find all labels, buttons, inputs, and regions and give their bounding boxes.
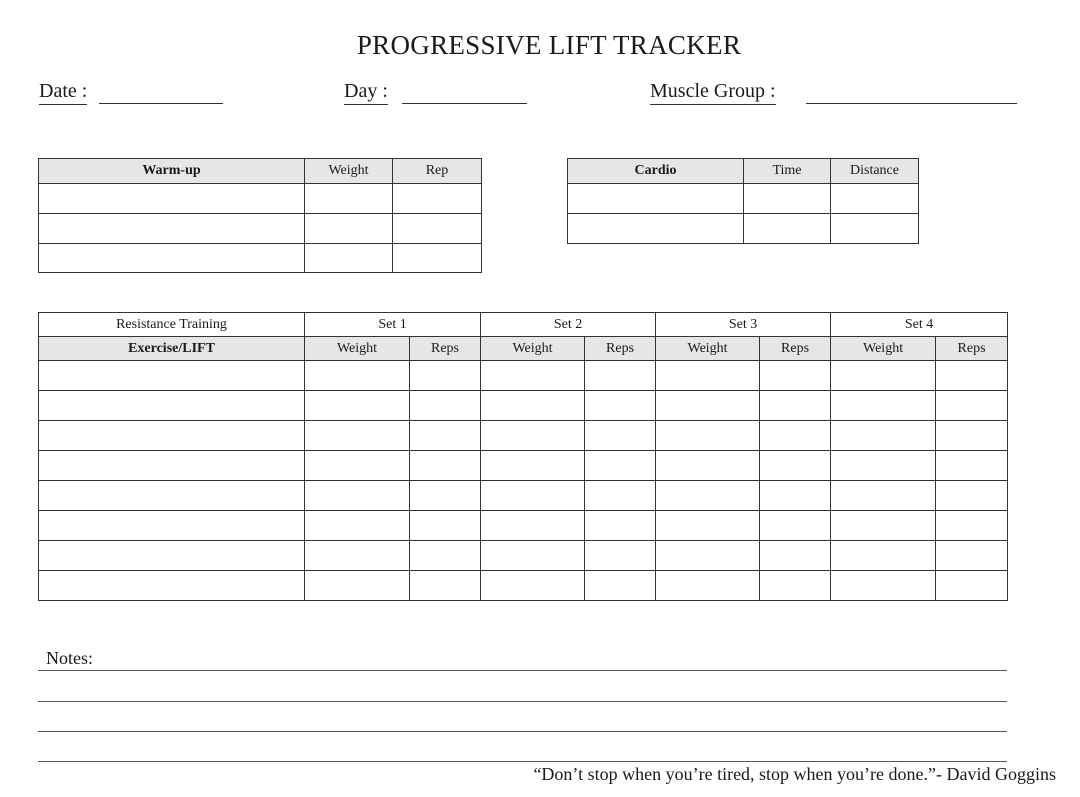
set-2-reps-cell[interactable] [585, 571, 656, 601]
warmup-weight-cell[interactable] [305, 244, 393, 273]
date-input-line[interactable] [99, 103, 223, 104]
set-3-reps-cell[interactable] [760, 421, 831, 451]
cardio-time-cell[interactable] [744, 214, 831, 244]
set-2-header: Set 2 [481, 313, 656, 337]
set-1-header: Set 1 [305, 313, 481, 337]
set-1-weight-cell[interactable] [305, 511, 410, 541]
set-1-reps-cell[interactable] [410, 481, 481, 511]
set-1-reps-cell[interactable] [410, 421, 481, 451]
day-field[interactable] [344, 80, 527, 104]
cardio-time-cell[interactable] [744, 184, 831, 214]
set-2-reps-cell[interactable] [585, 541, 656, 571]
set-1-reps-cell[interactable] [410, 451, 481, 481]
cardio-table [567, 158, 919, 244]
set-2-weight-cell[interactable] [481, 511, 585, 541]
set-2-reps-cell[interactable] [585, 391, 656, 421]
set-3-reps-header: Reps [760, 337, 831, 361]
set-1-weight-cell[interactable] [305, 391, 410, 421]
motivational-quote: “Don’t stop when you’re tired, stop when you’re done.”- David Goggins [533, 764, 1056, 784]
resistance-row [39, 391, 1008, 421]
resistance-row [39, 541, 1008, 571]
set-1-weight-cell[interactable] [305, 421, 410, 451]
page-title: PROGRESSIVE LIFT TRACKER [356, 30, 742, 60]
resistance-row [39, 361, 1008, 391]
set-3-weight-cell[interactable] [656, 571, 760, 601]
warmup-row [39, 244, 482, 273]
set-2-weight-cell[interactable] [481, 571, 585, 601]
set-4-weight-cell[interactable] [831, 571, 936, 601]
set-3-reps-cell[interactable] [760, 481, 831, 511]
set-4-header: Set 4 [831, 313, 1008, 337]
warmup-weight-cell[interactable] [305, 184, 393, 214]
exercise-cell[interactable] [39, 571, 305, 601]
muscle-group-field[interactable] [650, 80, 1017, 104]
warmup-cell[interactable] [39, 244, 305, 273]
resistance-row [39, 421, 1008, 451]
cardio-distance-cell[interactable] [831, 214, 919, 244]
set-2-weight-cell[interactable] [481, 421, 585, 451]
set-1-weight-cell[interactable] [305, 451, 410, 481]
set-2-weight-cell[interactable] [481, 361, 585, 391]
set-3-reps-cell[interactable] [760, 541, 831, 571]
set-4-weight-cell[interactable] [831, 361, 936, 391]
date-field[interactable] [39, 80, 223, 104]
resistance-row [39, 511, 1008, 541]
muscle-group-label: Muscle Group : [650, 80, 776, 105]
notes-label: Notes: [46, 648, 93, 668]
warmup-header: Warm-up [39, 159, 305, 184]
notes-line[interactable] [38, 701, 1007, 702]
warmup-row [39, 184, 482, 214]
set-4-reps-cell[interactable] [936, 391, 1008, 421]
set-1-weight-header: Weight [305, 337, 410, 361]
set-4-weight-cell[interactable] [831, 391, 936, 421]
resistance-row [39, 451, 1008, 481]
set-1-weight-cell[interactable] [305, 541, 410, 571]
cardio-time-header: Time [744, 159, 831, 184]
exercise-cell[interactable] [39, 541, 305, 571]
set-1-reps-cell[interactable] [410, 361, 481, 391]
set-2-reps-cell[interactable] [585, 451, 656, 481]
set-3-reps-cell[interactable] [760, 451, 831, 481]
cardio-cell[interactable] [568, 184, 744, 214]
day-label: Day : [344, 80, 388, 105]
set-3-reps-cell[interactable] [760, 511, 831, 541]
warmup-rep-header: Rep [393, 159, 482, 184]
exercise-cell[interactable] [39, 361, 305, 391]
set-4-reps-header: Reps [936, 337, 1008, 361]
exercise-cell[interactable] [39, 391, 305, 421]
set-4-weight-header: Weight [831, 337, 936, 361]
set-1-reps-cell[interactable] [410, 391, 481, 421]
warmup-rep-cell[interactable] [393, 214, 482, 244]
set-1-reps-header: Reps [410, 337, 481, 361]
cardio-distance-header: Distance [831, 159, 919, 184]
warmup-weight-header: Weight [305, 159, 393, 184]
resistance-row [39, 571, 1008, 601]
set-1-weight-cell[interactable] [305, 481, 410, 511]
date-label: Date : [39, 80, 87, 105]
warmup-table [38, 158, 482, 273]
set-4-reps-cell[interactable] [936, 421, 1008, 451]
cardio-cell[interactable] [568, 214, 744, 244]
exercise-cell[interactable] [39, 451, 305, 481]
set-1-reps-cell[interactable] [410, 511, 481, 541]
exercise-cell[interactable] [39, 421, 305, 451]
set-3-weight-cell[interactable] [656, 481, 760, 511]
set-2-reps-cell[interactable] [585, 481, 656, 511]
warmup-row [39, 214, 482, 244]
set-4-weight-cell[interactable] [831, 481, 936, 511]
set-1-weight-cell[interactable] [305, 361, 410, 391]
set-3-weight-cell[interactable] [656, 541, 760, 571]
muscle-group-input-line[interactable] [806, 103, 1017, 104]
notes-line[interactable] [38, 761, 1007, 762]
set-3-weight-cell[interactable] [656, 511, 760, 541]
set-4-reps-cell[interactable] [936, 541, 1008, 571]
set-3-weight-cell[interactable] [656, 421, 760, 451]
warmup-rep-cell[interactable] [393, 184, 482, 214]
set-2-weight-header: Weight [481, 337, 585, 361]
cardio-distance-cell[interactable] [831, 184, 919, 214]
resistance-row [39, 481, 1008, 511]
set-2-weight-cell[interactable] [481, 451, 585, 481]
set-3-weight-cell[interactable] [656, 361, 760, 391]
cardio-row [568, 214, 919, 244]
set-3-reps-cell[interactable] [760, 571, 831, 601]
set-4-weight-cell[interactable] [831, 451, 936, 481]
set-2-weight-cell[interactable] [481, 391, 585, 421]
set-4-reps-cell[interactable] [936, 361, 1008, 391]
set-2-reps-header: Reps [585, 337, 656, 361]
set-4-reps-cell[interactable] [936, 511, 1008, 541]
set-2-reps-cell[interactable] [585, 421, 656, 451]
set-1-weight-cell[interactable] [305, 571, 410, 601]
warmup-cell[interactable] [39, 184, 305, 214]
exercise-cell[interactable] [39, 511, 305, 541]
set-3-header: Set 3 [656, 313, 831, 337]
set-1-reps-cell[interactable] [410, 571, 481, 601]
set-4-weight-cell[interactable] [831, 511, 936, 541]
set-2-reps-cell[interactable] [585, 511, 656, 541]
set-3-weight-header: Weight [656, 337, 760, 361]
set-4-weight-cell[interactable] [831, 421, 936, 451]
set-4-reps-cell[interactable] [936, 481, 1008, 511]
set-4-reps-cell[interactable] [936, 451, 1008, 481]
set-3-reps-cell[interactable] [760, 361, 831, 391]
notes-line[interactable] [38, 731, 1007, 732]
warmup-rep-cell[interactable] [393, 244, 482, 273]
resistance-rows [39, 361, 1008, 601]
set-2-weight-cell[interactable] [481, 481, 585, 511]
warmup-weight-cell[interactable] [305, 214, 393, 244]
set-4-weight-cell[interactable] [831, 541, 936, 571]
set-4-reps-cell[interactable] [936, 571, 1008, 601]
cardio-header: Cardio [568, 159, 744, 184]
set-1-reps-cell[interactable] [410, 541, 481, 571]
exercise-cell[interactable] [39, 481, 305, 511]
resistance-table [38, 312, 1008, 601]
resistance-training-header: Resistance Training [39, 313, 305, 337]
exercise-lift-header: Exercise/LIFT [39, 337, 305, 361]
day-input-line[interactable] [402, 103, 527, 104]
set-3-weight-cell[interactable] [656, 451, 760, 481]
set-3-reps-cell[interactable] [760, 391, 831, 421]
warmup-cell[interactable] [39, 214, 305, 244]
cardio-row [568, 184, 919, 214]
set-2-weight-cell[interactable] [481, 541, 585, 571]
set-3-weight-cell[interactable] [656, 391, 760, 421]
notes-line[interactable] [38, 670, 1007, 671]
set-2-reps-cell[interactable] [585, 361, 656, 391]
